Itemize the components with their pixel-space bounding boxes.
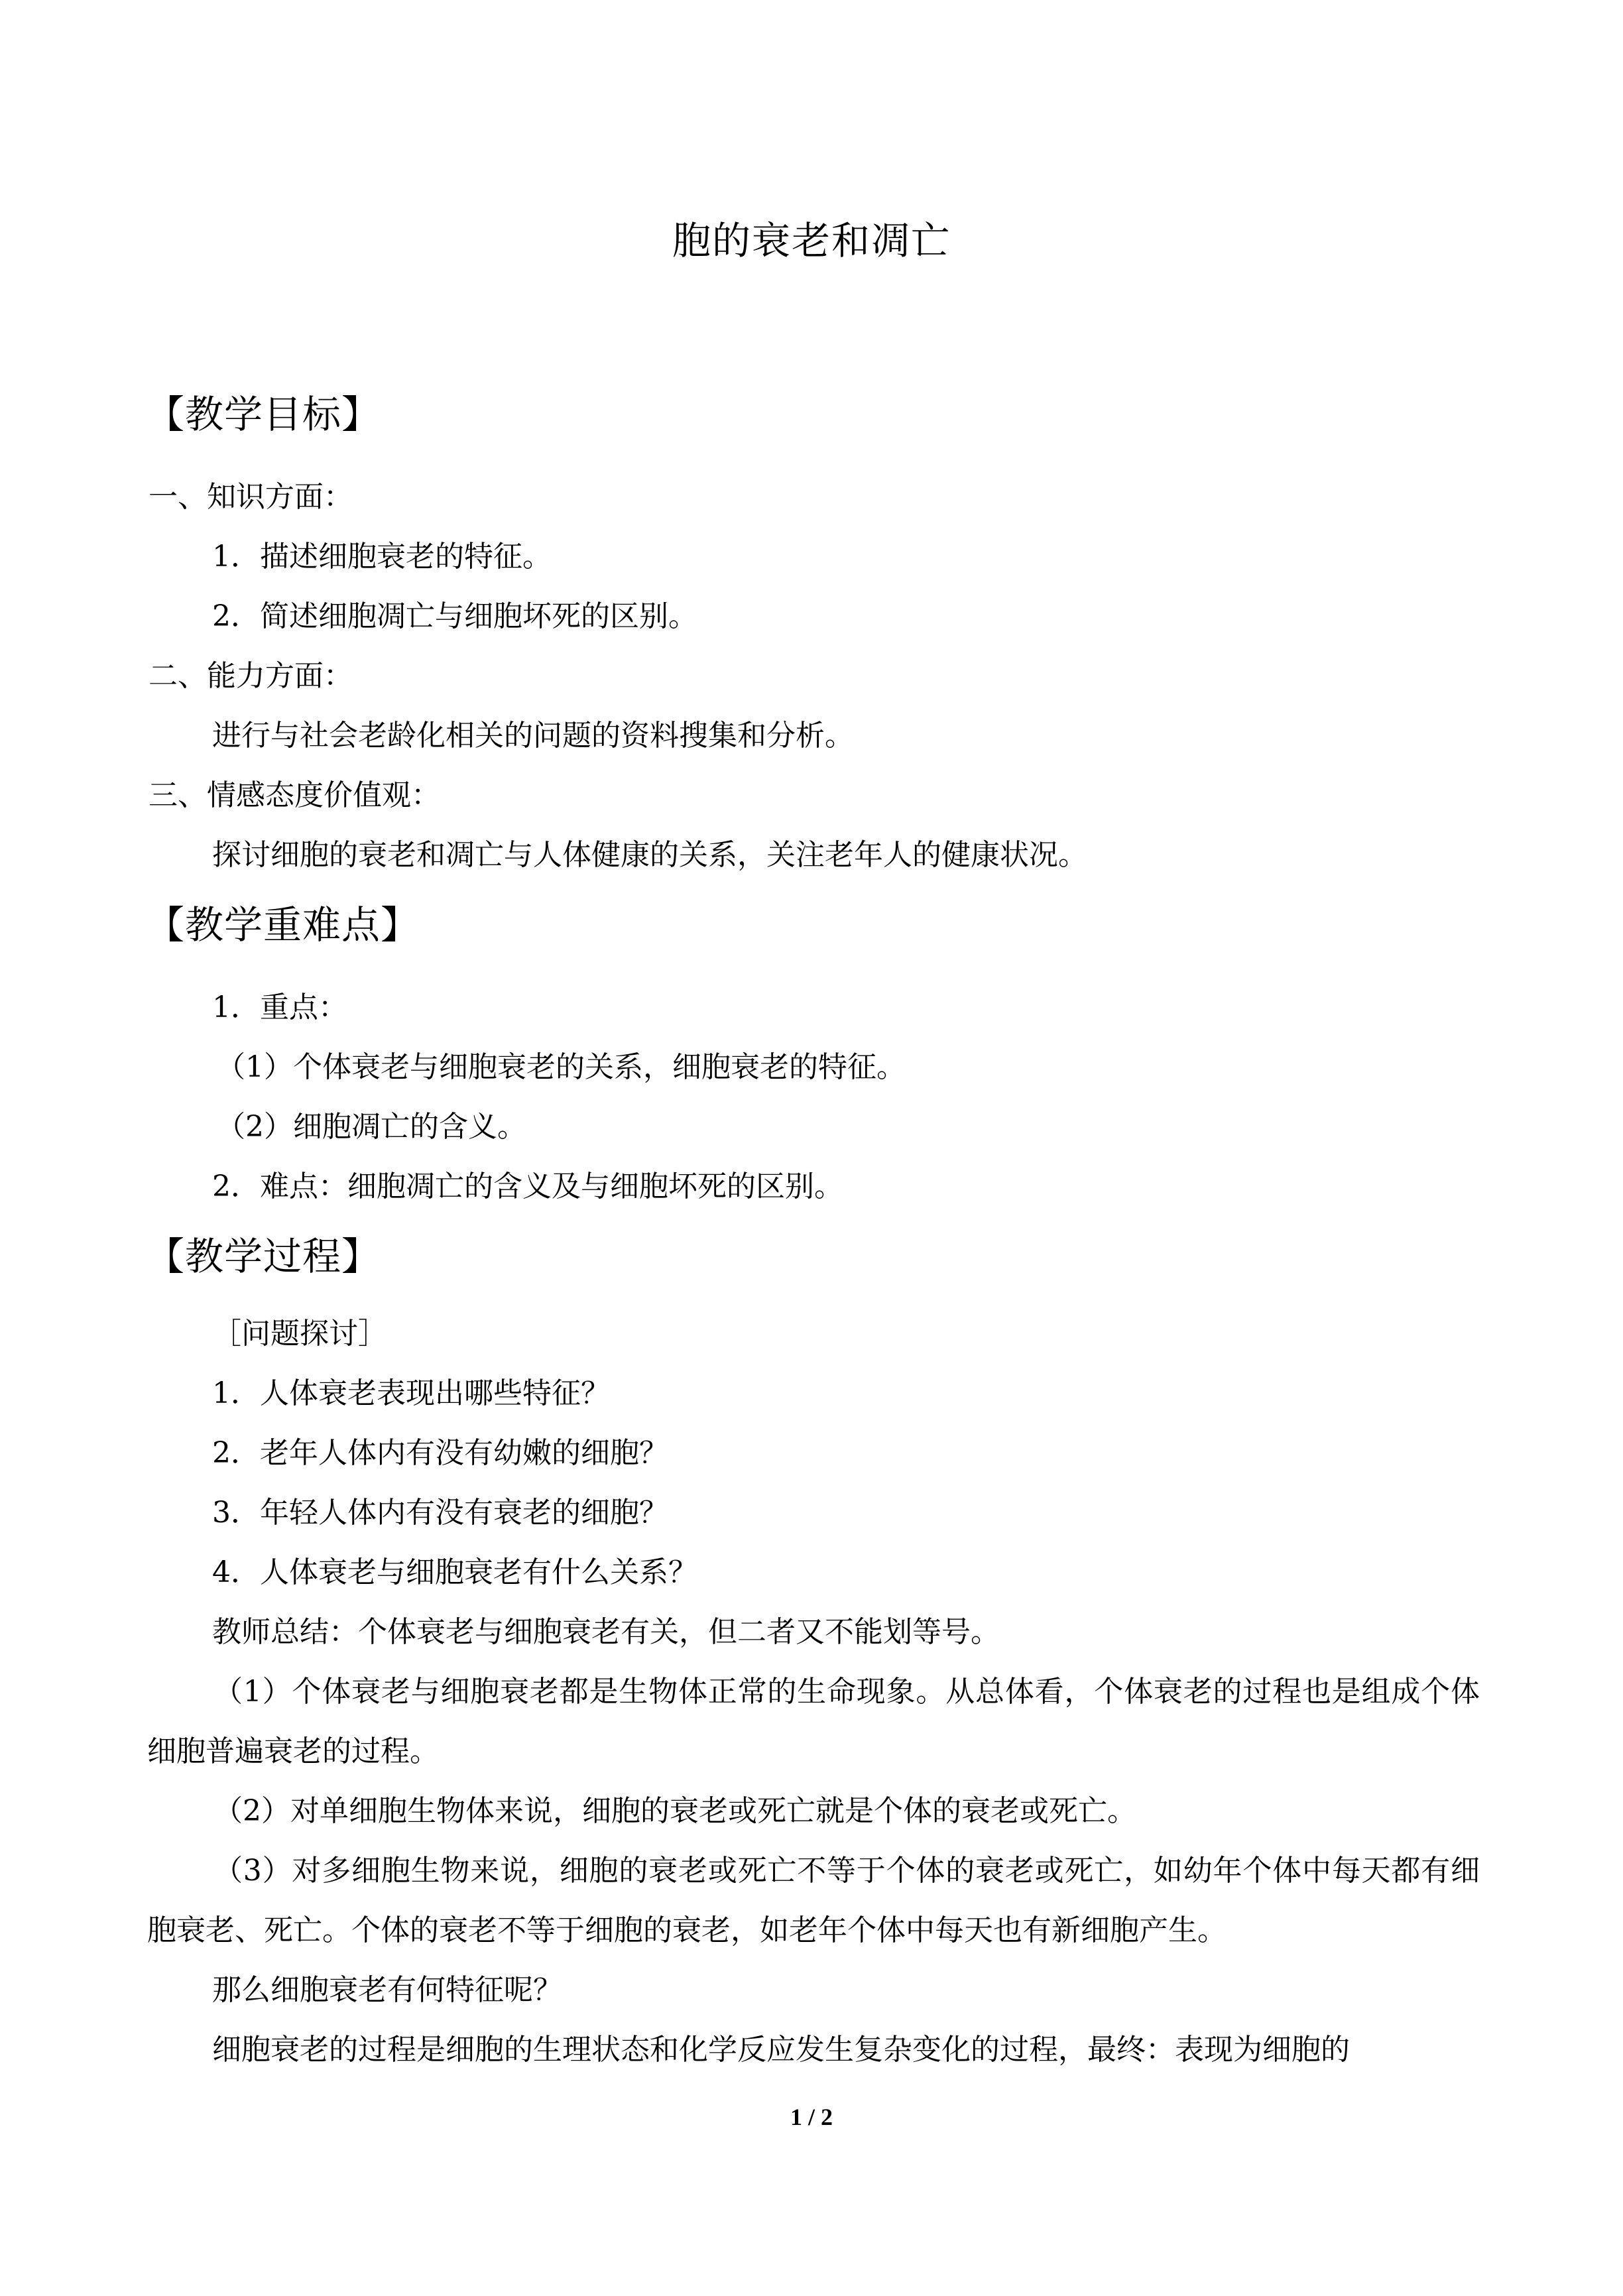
emotion-text: 探讨细胞的衰老和凋亡与人体健康的关系，关注老年人的健康状况。 [212, 838, 1087, 872]
summary-point-3: （3）对多细胞生物来说，细胞的衰老或死亡不等于个体的衰老或死亡，如幼年个体中每天都有细胞衰老、死亡。个体的衰老不等于细胞的衰老，如老年个体中每天也有新细胞产生。 [147, 1854, 1480, 1947]
difficulty-text: 2．难点：细胞凋亡的含义及与细胞坏死的区别。 [212, 1170, 843, 1203]
followup-question: 那么细胞衰老有何特征呢？ [212, 1973, 562, 2007]
section-heading-process: 【教学过程】 [146, 1234, 381, 1279]
key-point-item: （2）细胞凋亡的含义。 [216, 1110, 526, 1144]
section-heading-key-points: 【教学重难点】 [146, 902, 420, 947]
emotion-heading: 三、情感态度价值观： [149, 778, 440, 812]
teacher-summary: 教师总结：个体衰老与细胞衰老有关，但二者又不能划等号。 [212, 1615, 1000, 1649]
ability-heading: 二、能力方面： [149, 659, 353, 693]
knowledge-item: 2．简述细胞凋亡与细胞坏死的区别。 [212, 599, 697, 633]
key-point-item: （1）个体衰老与细胞衰老的关系，细胞衰老的特征。 [216, 1050, 906, 1084]
closing-text: 细胞衰老的过程是细胞的生理状态和化学反应发生复杂变化的过程，最终：表现为细胞的 [212, 2033, 1350, 2067]
summary-point-1: （1）个体衰老与细胞衰老都是生物体正常的生命现象。从总体看，个体衰老的过程也是组成个体细胞普遍衰老的过程。 [147, 1675, 1480, 1768]
discussion-question: 4．人体衰老与细胞衰老有什么关系？ [212, 1555, 697, 1589]
document-title: 胞的衰老和凋亡 [672, 218, 951, 263]
page-number: 1 / 2 [790, 2104, 833, 2130]
discussion-label: ［问题探讨］ [212, 1317, 387, 1351]
key-point-label: 1．重点： [212, 991, 347, 1024]
knowledge-item: 1．描述细胞衰老的特征。 [212, 540, 552, 574]
discussion-question: 2．老年人体内有没有幼嫩的细胞？ [212, 1436, 668, 1470]
discussion-question: 3．年轻人体内有没有衰老的细胞？ [212, 1496, 668, 1530]
section-heading-objectives: 【教学目标】 [146, 392, 381, 437]
knowledge-heading: 一、知识方面： [149, 480, 353, 514]
ability-text: 进行与社会老龄化相关的问题的资料搜集和分析。 [212, 719, 854, 753]
discussion-question: 1．人体衰老表现出哪些特征？ [212, 1376, 610, 1410]
summary-point-2: （2）对单细胞生物体来说，细胞的衰老或死亡就是个体的衰老或死亡。 [213, 1794, 1136, 1828]
